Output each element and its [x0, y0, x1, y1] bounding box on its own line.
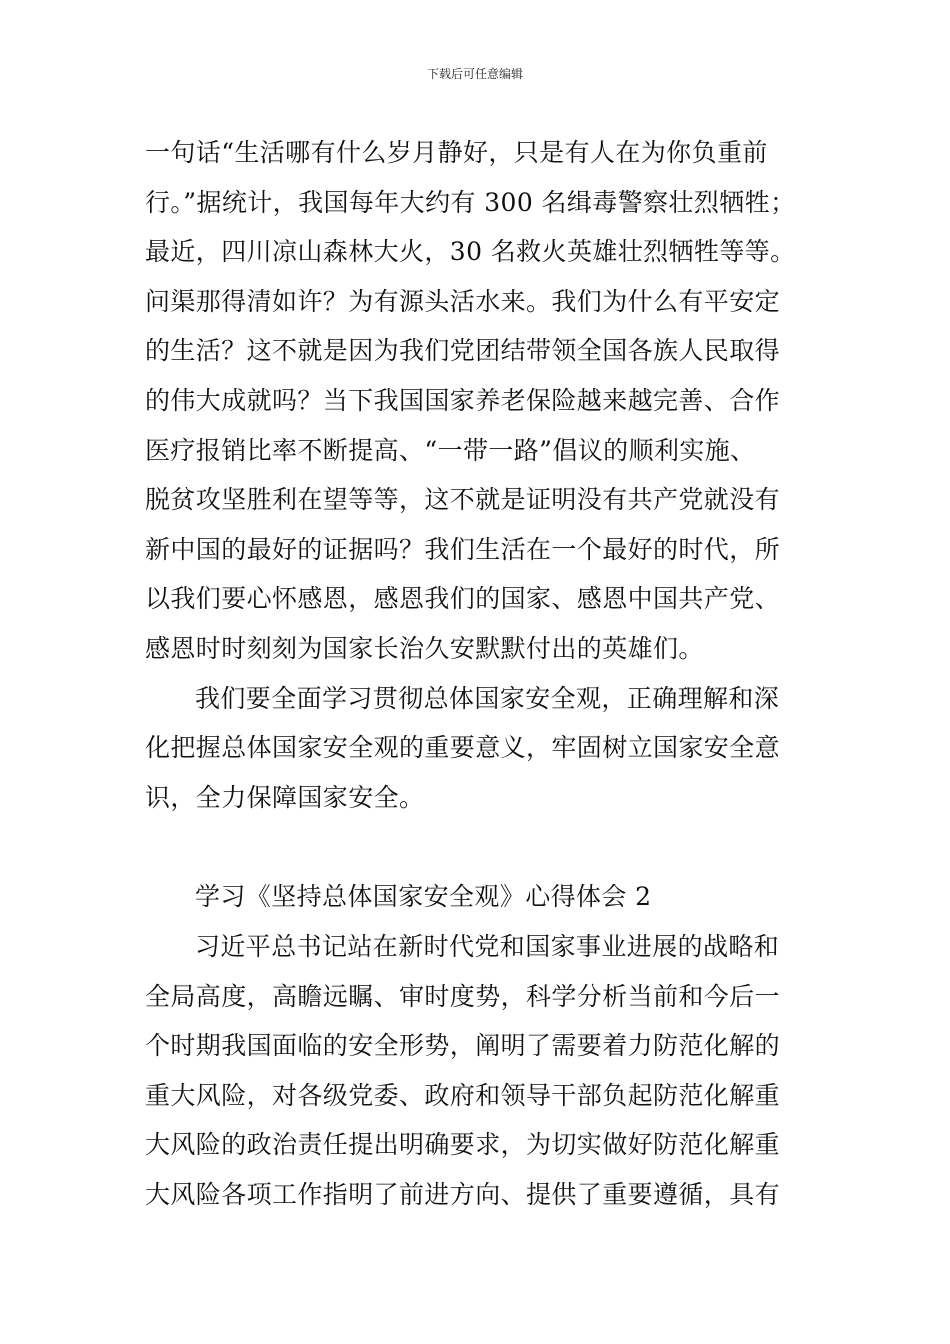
text-line: 最近，四川凉山森林大火，30 名救火英雄壮烈牺牲等等。 — [145, 237, 796, 267]
text-line: 的生活？这不就是因为我们党团结带领全国各族人民取得 — [145, 336, 781, 366]
paragraph-3 — [145, 922, 810, 1220]
text-line: 问渠那得清如许？为有源头活水来。我们为什么有平安定 — [145, 286, 781, 316]
text-line: 一句话“生活哪有什么岁月静好，只是有人在为你负重前 — [145, 138, 768, 167]
blank-line — [145, 822, 810, 872]
text-line: 医疗报销比率不断提高、“一带一路”倡议的顺利实施、 — [145, 435, 756, 465]
text-line: 个时期我国面临的安全形势，阐明了需要着力防范化解的 — [145, 1031, 781, 1061]
text-line: 习近平总书记站在新时代党和国家事业进展的战略和 — [195, 931, 780, 961]
document-body — [145, 128, 810, 1219]
text-line: 大风险各项工作指明了前进方向、提供了重要遵循，具有 — [145, 1179, 781, 1209]
section-title: 学习《坚持总体国家安全观》心得体会 2 — [195, 882, 652, 912]
text-line: 全局高度，高瞻远瞩、审时度势，科学分析当前和今后一 — [145, 981, 781, 1011]
text-line: 识，全力保障国家安全。 — [145, 782, 425, 812]
text-line: 大风险的政治责任提出明确要求，为切实做好防范化解重 — [145, 1130, 781, 1160]
text-line: 新中国的最好的证据吗？我们生活在一个最好的时代，所 — [145, 534, 781, 564]
text-line: 以我们要心怀感恩，感恩我们的国家、感恩中国共产党、 — [145, 584, 781, 614]
page-header: 下载后可任意编辑 — [426, 67, 523, 81]
text-line: 的伟大成就吗？当下我国国家养老保险越来越完善、合作 — [145, 385, 781, 415]
paragraph-1 — [145, 128, 810, 674]
text-line: 感恩时时刻刻为国家长治久安默默付出的英雄们。 — [145, 633, 704, 663]
text-line: 化把握总体国家安全观的重要意义，牢固树立国家安全意 — [145, 733, 781, 763]
paragraph-2 — [145, 674, 810, 823]
text-line: 我们要全面学习贯彻总体国家安全观，正确理解和深 — [195, 683, 780, 713]
text-line: 脱贫攻坚胜利在望等等，这不就是证明没有共产党就没有 — [145, 485, 781, 515]
text-line: 行。”据统计，我国每年大约有 300 名缉毒警察壮烈牺牲； — [145, 187, 796, 217]
text-line: 重大风险，对各级党委、政府和领导干部负起防范化解重 — [145, 1080, 781, 1110]
